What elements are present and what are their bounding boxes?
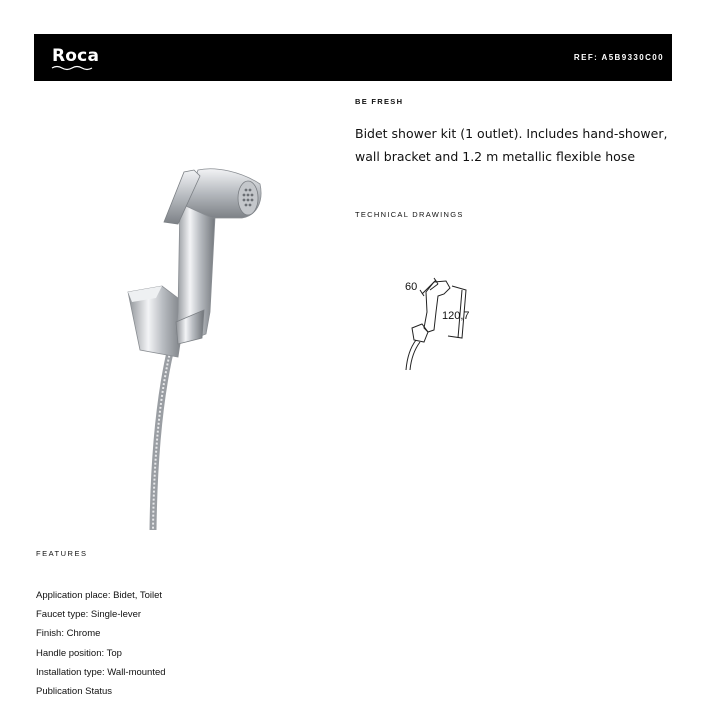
list-item: Handle position: Top <box>36 647 122 659</box>
product-photo <box>120 162 270 532</box>
product-series: BE FRESH <box>355 97 404 106</box>
list-item: Publication Status <box>36 686 113 698</box>
features-label: FEATURES <box>36 549 88 558</box>
list-item: Faucet type: Single-lever <box>36 609 142 621</box>
technical-drawings-label: TECHNICAL DRAWINGS <box>355 210 464 219</box>
dimension-width: 60 <box>405 281 418 293</box>
list-item: Installation type: Wall-mounted <box>36 666 166 678</box>
header-bar <box>34 34 672 81</box>
product-title: Bidet shower kit (1 outlet). Includes hand-shower, wall bracket and 1.2 m metallic flexible hose <box>355 126 668 164</box>
list-item: Finish: Chrome <box>36 628 101 640</box>
brand-logo: Roca <box>52 46 100 66</box>
logo-wave-icon <box>51 65 97 71</box>
features-list <box>36 586 166 701</box>
list-item: Application place: Bidet, Toilet <box>36 590 163 601</box>
dimension-height: 120,7 <box>442 310 470 322</box>
technical-drawing <box>398 272 488 372</box>
product-ref: REF: A5B9330C00 <box>573 53 664 62</box>
